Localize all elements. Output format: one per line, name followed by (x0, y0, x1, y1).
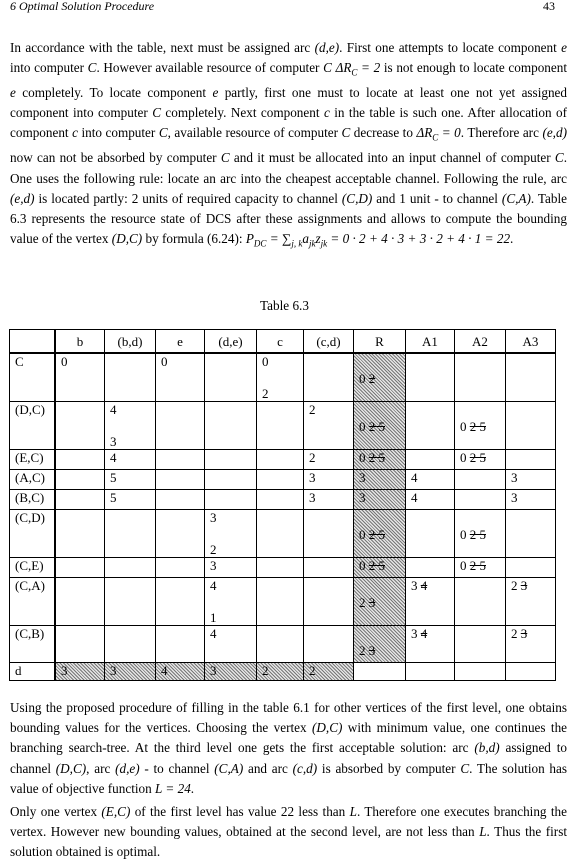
cell-value-struck: 2 5 (368, 450, 385, 465)
table-cell (257, 354, 304, 402)
table-cell (506, 558, 555, 578)
table-header-cell: A3 (506, 330, 555, 354)
table-cell (304, 450, 354, 470)
table-header-cell: A1 (406, 330, 455, 354)
table-cell (455, 510, 506, 558)
cell-value-struck: 2 5 (368, 527, 385, 542)
table-cell (205, 490, 257, 510)
table-cell (56, 450, 105, 470)
table-cell (56, 402, 105, 450)
cell-value-current: 3 (110, 434, 117, 449)
table-cell (455, 354, 506, 402)
table-cell (105, 402, 156, 450)
row-label: (A,C) (10, 470, 56, 490)
row-label: (C,E) (10, 558, 56, 578)
table-row (10, 510, 555, 558)
cell-value: 3 (411, 626, 421, 641)
cell-value-lower (110, 434, 155, 449)
table-cell (257, 470, 304, 490)
cell-value: 3 (210, 510, 217, 525)
table-cell (56, 558, 105, 578)
cell-value: 2 (309, 402, 316, 417)
table-cell (105, 470, 156, 490)
running-header (10, 0, 555, 15)
table-cell (56, 510, 105, 558)
table-cell (156, 626, 205, 663)
table-header-corner (10, 330, 56, 354)
table-cell (257, 402, 304, 450)
cell-value: 3 (511, 470, 518, 485)
cell-value-lower (262, 386, 303, 401)
cell-value-lower (210, 542, 256, 557)
cell-value: 3 (61, 663, 68, 678)
cell-value: 4 (210, 578, 217, 593)
cell-value-struck: 3 (368, 643, 376, 658)
cell-value-struck: 2 5 (469, 558, 486, 573)
formula-delta-rc: $\Delta R_C = 2$ (335, 60, 381, 78)
table-row (10, 578, 555, 626)
table-cell (506, 578, 555, 626)
paragraph-1: In accordance with the table, next must be assigned arc (d,e). First one attempts to locate component e into computer C. However available resource of computer C $\Delta R_C = 2$ is not enough to locate component e completely. To locate component e partly, first one must to locate at least one not yet assigned component into computer C completely. Next component c in the table is such one. After allocation of component c into computer C, available resource of computer C decrease to $\Delta R_C = 0$. Therefore arc (e,d) now can not be absorbed by computer C and it must be allocated into an input channel of computer C. One uses the following rule: locate an arc into the cheapest acceptable channel. Following the rule, arc (e,d) is located partly: 2 units of required capacity to channel (C,D) and 1 unit - to channel (C,A). Table 6.3 represents the resource state of DCS after these assignments and allows to compute the bounding value of the vertex (D,C) by formula (6.24): $P_{DC} = \sum_{j, k}a_{jk}z_{jk} = 0 \cdot 2 + 4 \cdot 3 + 3 \cdot 2 + 4 \cdot 1 = 22$. (10, 40, 568, 249)
table-cell (105, 558, 156, 578)
table-cell (406, 626, 455, 663)
cell-value-struck: 2 5 (368, 419, 385, 434)
table-cell (506, 470, 555, 490)
cell-value: 2 (511, 626, 521, 641)
cell-value-current: 0 (359, 419, 369, 434)
cell-value-current: 0 (460, 419, 470, 434)
cell-value: 4 (110, 402, 117, 417)
table-cell (205, 402, 257, 450)
cell-value-lower (210, 610, 256, 625)
table-cell (354, 626, 406, 663)
table-cell (304, 558, 354, 578)
table-cell (156, 510, 205, 558)
table-cell (354, 470, 406, 490)
table-cell (354, 663, 406, 680)
table-cell (406, 402, 455, 450)
table-row (10, 626, 555, 663)
table-cell (56, 470, 105, 490)
table-cell (257, 510, 304, 558)
cell-value-current: 2 (359, 595, 369, 610)
table-cell (257, 578, 304, 626)
cell-value: 2 (309, 663, 316, 678)
table-cell (56, 626, 105, 663)
table-header-cell: b (56, 330, 105, 354)
table-cell (406, 354, 455, 402)
paragraph-2: Using the proposed procedure of filling in the table 6.1 for other vertices of the first level, one obtains bounding values for the vertices. Choosing the vertex (D,C) with minimum value, one continues the branching search-tree. At the third level one gets the first acceptable solution: arc (b,d) assigned to channel (D,C), arc (d,e) - to channel (C,A) and arc (c,d) is absorbed by computer C. The solution has value of objective function L = 24. (10, 700, 568, 796)
table-cell (304, 354, 354, 402)
table-row (10, 354, 555, 402)
row-label: d (10, 663, 56, 680)
cell-value-current: 1 (210, 610, 217, 625)
cell-value: 3 (110, 663, 117, 678)
cell-value: 2 (511, 578, 521, 593)
cell-value: 2 (309, 450, 316, 465)
cell-value-lower (359, 371, 405, 386)
table-cell (257, 490, 304, 510)
row-label: (B,C) (10, 490, 56, 510)
cell-value-struck: 2 (368, 371, 376, 386)
table-cell (56, 490, 105, 510)
row-label: (C,B) (10, 626, 56, 663)
table-cell (56, 578, 105, 626)
table-cell (205, 470, 257, 490)
table-cell (455, 490, 506, 510)
table-cell (354, 558, 406, 578)
table-cell (304, 663, 354, 680)
cell-value-current: 2 (210, 542, 217, 557)
cell-value: 0 (460, 450, 470, 465)
table-header-cell: e (156, 330, 205, 354)
table-cell (156, 402, 205, 450)
row-label: (C,D) (10, 510, 56, 558)
table-cell (105, 578, 156, 626)
table-cell (354, 354, 406, 402)
table-cell (304, 490, 354, 510)
table-cell (304, 510, 354, 558)
table-cell (406, 663, 455, 680)
table-cell (205, 450, 257, 470)
cell-value: 0 (61, 354, 68, 369)
table-cell (455, 626, 506, 663)
table-cell (205, 626, 257, 663)
row-label: (C,A) (10, 578, 56, 626)
table-cell (156, 490, 205, 510)
table-cell (205, 510, 257, 558)
cell-value-current: 2 (359, 643, 369, 658)
table-cell (506, 490, 555, 510)
table-cell (105, 510, 156, 558)
table-cell (304, 402, 354, 450)
table-caption: Table 6.3 (260, 298, 309, 313)
table-cell (354, 402, 406, 450)
table-header-cell: R (354, 330, 406, 354)
cell-value: 3 (411, 578, 421, 593)
cell-value: 3 (309, 470, 316, 485)
table-cell (506, 510, 555, 558)
table-row (10, 470, 555, 490)
table-cell (354, 490, 406, 510)
cell-value-current: 0 (359, 371, 369, 386)
cell-value-struck: 3 (520, 626, 528, 641)
cell-value-current: 2 (262, 386, 269, 401)
table-cell (156, 354, 205, 402)
cell-value-struck: 2 5 (469, 419, 486, 434)
table-cell (257, 663, 304, 680)
table-cell (105, 354, 156, 402)
cell-value-struck: 4 (420, 626, 428, 641)
cell-value: 4 (411, 490, 418, 505)
chapter-title: 6 Optimal Solution Procedure (10, 0, 155, 13)
table-cell (455, 470, 506, 490)
row-label: C (10, 354, 56, 402)
cell-value-lower (460, 419, 505, 434)
table-header-cell: (c,d) (304, 330, 354, 354)
table-cell (506, 354, 555, 402)
table-cell (506, 450, 555, 470)
table-cell (455, 450, 506, 470)
table-cell (156, 470, 205, 490)
cell-value: 0 (359, 558, 369, 573)
resource-table (9, 329, 556, 681)
cell-value-struck: 2 5 (469, 450, 486, 465)
table-cell (455, 402, 506, 450)
cell-value-struck: 2 5 (368, 558, 385, 573)
cell-value: 0 (359, 450, 369, 465)
cell-value-lower (359, 419, 405, 434)
table-cell (304, 470, 354, 490)
table-header-cell: c (257, 330, 304, 354)
table-cell (406, 558, 455, 578)
table-cell (257, 558, 304, 578)
table-cell (205, 578, 257, 626)
cell-value: 4 (110, 450, 117, 465)
cell-value: 0 (262, 354, 269, 369)
table-cell (257, 626, 304, 663)
table-header-cell: A2 (455, 330, 506, 354)
cell-value-lower (460, 527, 505, 542)
cell-value-current: 0 (460, 527, 470, 542)
table-cell (455, 578, 506, 626)
table-cell (406, 490, 455, 510)
table-row (10, 402, 555, 450)
cell-value: 3 (210, 663, 217, 678)
table-header-cell: (b,d) (105, 330, 156, 354)
table-cell (506, 626, 555, 663)
cell-value: 3 (309, 490, 316, 505)
cell-value-lower (359, 595, 405, 610)
cell-value: 3 (359, 470, 366, 485)
cell-value-struck: 3 (368, 595, 376, 610)
cell-value: 4 (161, 663, 168, 678)
table-cell (406, 578, 455, 626)
table-cell (156, 558, 205, 578)
table-cell (105, 626, 156, 663)
table-cell (354, 578, 406, 626)
table-cell (304, 578, 354, 626)
table-cell (506, 663, 555, 680)
cell-value-struck: 3 (520, 578, 528, 593)
table-row (10, 558, 555, 578)
table-cell (406, 470, 455, 490)
table-header-row (10, 330, 555, 354)
cell-value-current: 0 (359, 527, 369, 542)
formula-pdc: $P_{DC} = \sum_{j, k}a_{jk}z_{jk} = 0 \cdot 2 + 4 \cdot 3 + 3 \cdot 2 + 4 \cdot 1 = 22$ (245, 231, 511, 249)
table-cell (205, 558, 257, 578)
table-cell (455, 663, 506, 680)
cell-value: 4 (411, 470, 418, 485)
cell-value: 0 (460, 558, 470, 573)
row-label: (E,C) (10, 450, 56, 470)
table-cell (304, 626, 354, 663)
table-cell (406, 450, 455, 470)
cell-value: 3 (359, 490, 366, 505)
table-cell (105, 490, 156, 510)
cell-value-lower (359, 527, 405, 542)
table-cell (156, 663, 205, 680)
table-cell (205, 663, 257, 680)
cell-value: 3 (511, 490, 518, 505)
table-cell (257, 450, 304, 470)
table-cell (455, 558, 506, 578)
table-cell (354, 450, 406, 470)
paragraph-3: Only one vertex (E,C) of the first level has value 22 less than L. Therefore one executes branching the vertex. However new bounding values, obtained at the second level, are not less than L. Thus the first solution obtained is optimal. (10, 804, 567, 860)
cell-value-lower (359, 643, 405, 658)
table-cell (354, 510, 406, 558)
table-cell (506, 402, 555, 450)
table-row (10, 663, 555, 680)
table-cell (56, 663, 105, 680)
cell-value: 5 (110, 470, 117, 485)
table-cell (156, 578, 205, 626)
cell-value: 4 (210, 626, 217, 641)
row-label: (D,C) (10, 402, 56, 450)
cell-value-struck: 2 5 (469, 527, 486, 542)
cell-value: 3 (210, 558, 217, 573)
table-cell (156, 450, 205, 470)
cell-value-struck: 4 (420, 578, 428, 593)
formula-delta-rc-zero: $\Delta R_C = 0$ (416, 125, 461, 144)
table-cell (205, 354, 257, 402)
cell-value: 0 (161, 354, 168, 369)
table-cell (105, 450, 156, 470)
table-header-cell: (d,e) (205, 330, 257, 354)
page-number: 43 (543, 0, 555, 13)
table-cell (56, 354, 105, 402)
cell-value: 2 (262, 663, 269, 678)
table-cell (105, 663, 156, 680)
table-row (10, 490, 555, 510)
cell-value: 5 (110, 490, 117, 505)
table-row (10, 450, 555, 470)
table-cell (406, 510, 455, 558)
